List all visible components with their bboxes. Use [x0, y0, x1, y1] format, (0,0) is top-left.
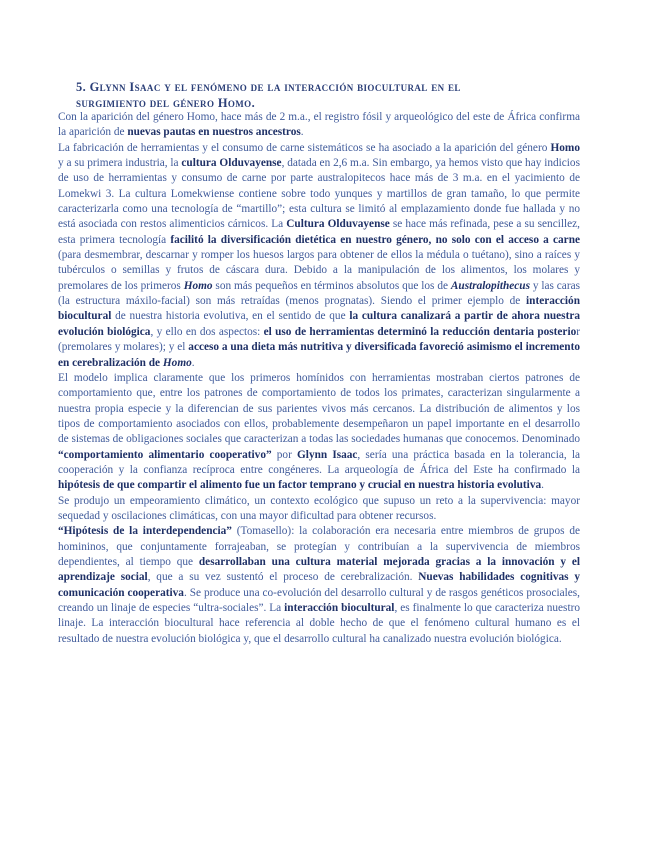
italic-run: Homo [162, 356, 192, 369]
bold-run: interacción biocultural [284, 602, 395, 614]
text-run: se hace más refinada, pese a su sencillez, esta primera tecnología [58, 218, 580, 246]
bold-run [451, 280, 530, 292]
text-run: , que a su vez sustentó el proceso de cerebralización. [147, 571, 419, 584]
paragraph-5 [58, 524, 580, 647]
text-run: son más pequeños en términos absolutos que los de [212, 279, 451, 292]
text-run: , sería una práctica basada en la tolerancia, la cooperación y la confianza recíproca entre congéneres. La arqueología de África del Este ha confirmado la [58, 448, 580, 476]
text-run: y las caras (la estructura máxilo-facial) son más retraídas (menos prognatas). Siendo el primer ejemplo de [58, 279, 580, 308]
section-heading-line-1: 5. Glynn Isaac y el fenómeno de la interacción biocultural en el [76, 80, 461, 94]
text-run: . Se produce una co-evolución del desarrollo cultural y de rasgos genéticos prosociales, creando un linaje de especies “ultra-sociales”. La [58, 586, 580, 614]
paragraph-2 [58, 141, 580, 371]
text-run: El modelo implica claramente que los primeros homínidos con herramientas mostraban ciertos patrones de comportamiento que, entre los patrones de comportamiento de todos los primates, caracterizan singularmente a nuestra propia especie y la diferencian de sus parientes vivos más cercanos. La distribución de alimentos y los tipos de comportamiento asociados con ellos, probablemente desempeñaron un papel importante en el desarrollo de sistemas de obligaciones sociales que caracterizan a todas las sociedades humanas que conocemos. Denominado [58, 371, 580, 446]
text-run: y a su primera industria, la [58, 157, 182, 170]
section-heading-line-2: surgimiento del género Homo. [76, 96, 256, 110]
bold-run [163, 357, 192, 369]
bold-run: Glynn Isaac [297, 448, 358, 461]
bold-run: “comportamiento alimentario cooperativo” [58, 448, 272, 461]
paragraph-1 [58, 110, 580, 141]
bold-run: Nuevas habilidades cognitivas y comunicación cooperativa [58, 571, 580, 599]
text-run: Se produjo un empeoramiento climático, un contexto ecológico que supuso un reto a la supervivencia: mayor sequedad y oscilaciones climáticas, con una mayor dificultad para obtener recursos. [58, 494, 580, 522]
italic-run: Australopithecus [450, 279, 530, 292]
bold-run: “Hipótesis de la interdependencia” [58, 525, 232, 538]
bold-run: facilitó la diversificación dietética en nuestro género, no solo con el acceso a carne [170, 233, 580, 246]
bold-run: el uso de herramientas determinó la reducción dentaria posterio [263, 325, 577, 338]
text-run: , datada en 2,6 m.a. Sin embargo, ya hemos visto que hay indicios de uso de herramientas y consumo de carne por parte australopitecos hace más de 3 m.a. en el yacimiento de Lomekwi 3. La cultura Lomekwiense contiene sobre todo yunques y martillos de gran tamaño, lo que permite caracterizarla como una tecnología de “martillo”; esta cultura se limitó al emplazamiento donde fue hallada y no está asociada con restos alimenticios cárnicos. La [58, 157, 580, 231]
bold-run: Homo [550, 141, 580, 154]
text-run: Con la aparición del género Homo, hace más de 2 m.a., el registro fósil y arqueológico del este de África confirma la aparición de [58, 111, 580, 139]
text-run: (Tomasello): la colaboración era necesaria entre miembros de grupos de homininos, que conjuntamente forrajeaban, se protegían y contribuían a la supervivencia de miembros dependientes, al tiempo que [58, 525, 581, 568]
text-run: de nuestra historia evolutiva, en el sentido de que [111, 310, 350, 323]
bold-run: interacción biocultural [58, 295, 580, 323]
text-run: , y ello en dos aspectos: [150, 325, 264, 338]
italic-run: Homo [183, 279, 213, 292]
text-run: . [300, 126, 304, 139]
text-run: . [191, 356, 195, 369]
bold-run [184, 280, 213, 292]
bold-run: hipótesis de que compartir el alimento fue un factor temprano y crucial en nuestra historia evolutiva [58, 479, 542, 492]
bold-run: acceso a una dieta más nutritiva y diversificada favoreció asimismo el incremento en cerebralización de [58, 341, 580, 369]
text-run: r (premolares y molares); y el [58, 325, 580, 354]
paragraph-3 [58, 371, 580, 494]
bold-run: desarrollaban una cultura material mejorada gracias a la innovación y el aprendizaje social [58, 555, 580, 584]
text-run: . [541, 479, 544, 492]
paragraph-4 [58, 494, 580, 525]
text-run: , es finalmente lo que caracteriza nuestro linaje. La interacción biocultural hace referencia al doble hecho de que el fenómeno cultural humano es el resultado de nuestra evolución biológica y, que el desarrollo cultural ha canalizado nuestra evolución biológica. [58, 602, 580, 645]
text-run: La fabricación de herramientas y el consumo de carne sistemáticos se ha asociado a la aparición del género [58, 141, 551, 154]
bold-run: nuevas pautas en nuestros ancestros [127, 126, 301, 139]
text-run: por [271, 448, 298, 461]
section-heading [76, 79, 581, 111]
bold-run: cultura Olduvayense [181, 157, 282, 170]
text-run: (para desmembrar, descarnar y romper los huesos largos para obtener de ellos la médula o tuétano), sino a raíces y tubérculos o semillas y frutos de cáscara dura. Debido a la manipulación de los alimentos, los molares y premolares de los primeros [58, 249, 580, 292]
bold-run: la cultura canalizará a partir de ahora nuestra evolución biológica [58, 310, 581, 338]
document-body [58, 110, 580, 647]
bold-run: Cultura Olduvayense [286, 218, 390, 231]
